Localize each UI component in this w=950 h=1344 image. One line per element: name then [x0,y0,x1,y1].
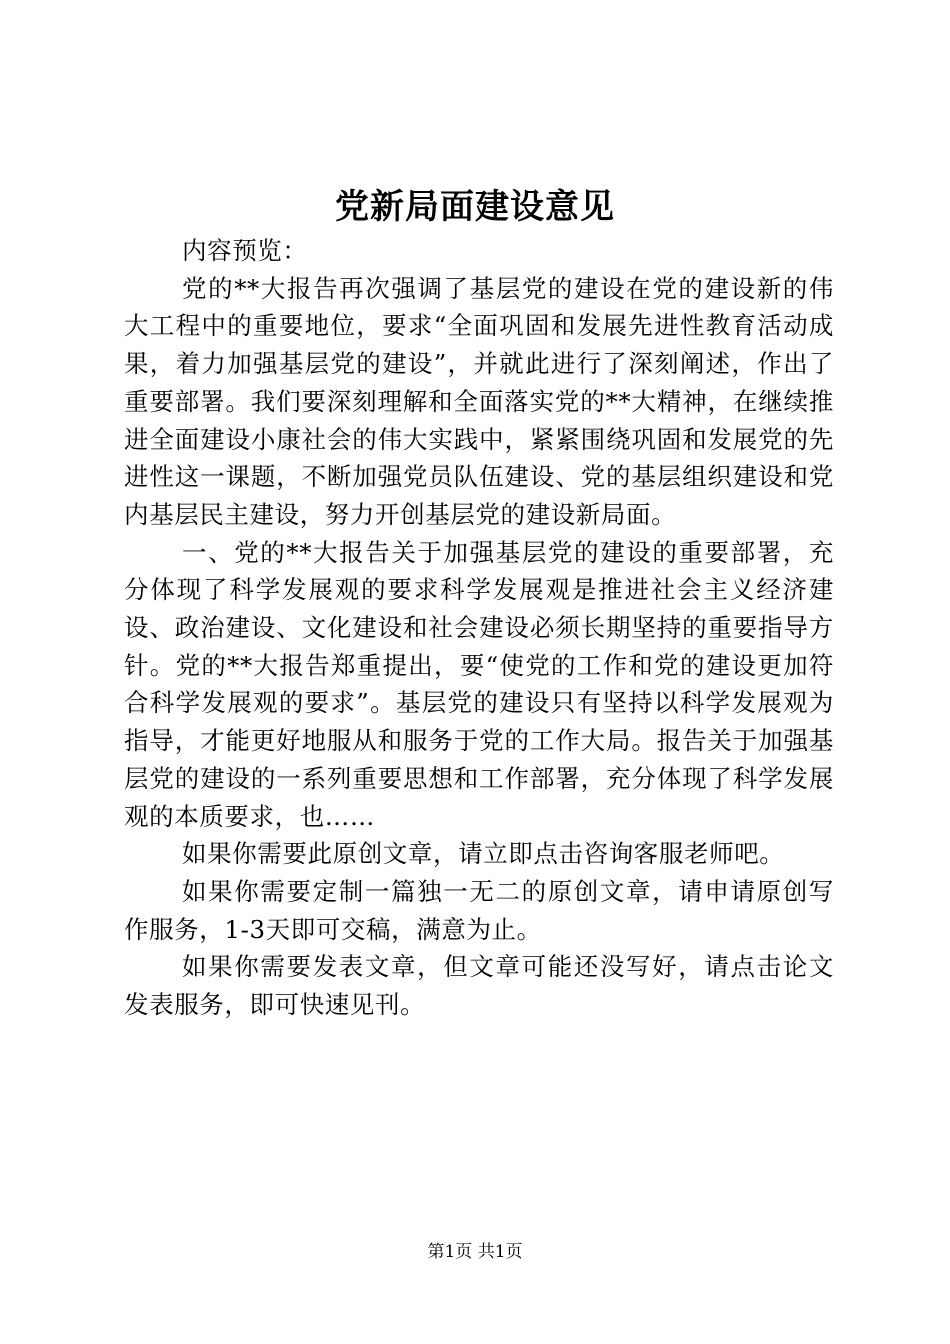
document-title: 党新局面建设意见 [335,187,615,227]
document-body [124,232,834,1024]
paragraph-publishing-service: 如果你需要发表文章，但文章可能还没写好，请点击论文发表服务，即可快速见刊。 [124,952,834,1020]
paragraph-consult-service: 如果你需要此原创文章，请立即点击咨询客服老师吧。 [182,839,785,869]
paragraph-custom-writing: 如果你需要定制一篇独一无二的原创文章，请申请原创写作服务，1-3天即可交稿，满意为止。 [124,876,834,944]
paragraph-section-one: 一、党的**大报告关于加强基层党的建设的重要部署，充分体现了科学发展观的要求科学发展观是推进社会主义经济建设、政治建设、文化建设和社会建设必须长期坚持的重要指导方针。党的**大报告郑重提出，要“使党的工作和党的建设更加符合科学发展观的要求”。基层党的建设只有坚持以科学发展观为指导，才能更好地服从和服务于党的工作大局。报告关于加强基层党的建设的一系列重要思想和工作部署，充分体现了科学发展观的本质要求，也…… [124,537,834,831]
page-footer: 第1页 共1页 [427,1242,523,1262]
paragraph-intro: 党的**大报告再次强调了基层党的建设在党的建设新的伟大工程中的重要地位，要求“全面巩固和发展先进性教育活动成果，着力加强基层党的建设”，并就此进行了深刻阐述，作出了重要部署。我们要深刻理解和全面落实党的**大精神，在继续推进全面建设小康社会的伟大实践中，紧紧围绕巩固和发展党的先进性这一课题，不断加强党员队伍建设、党的基层组织建设和党内基层民主建设，努力开创基层党的建设新局面。 [124,273,834,529]
preview-label: 内容预览： [182,236,308,265]
